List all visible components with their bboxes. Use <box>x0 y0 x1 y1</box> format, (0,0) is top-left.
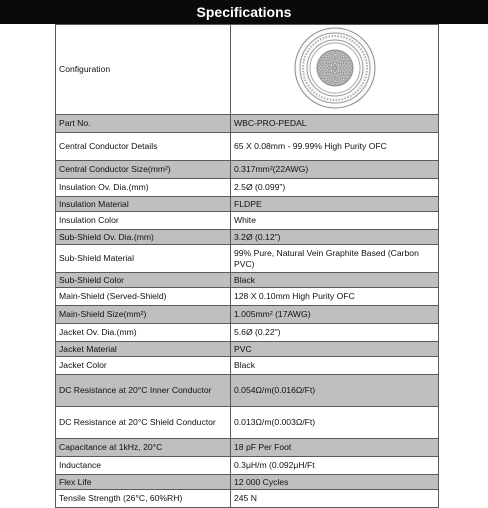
conductor-strand <box>322 60 325 63</box>
specifications-table <box>55 24 439 508</box>
conductor-strand <box>330 67 333 70</box>
conductor-strand <box>339 67 342 70</box>
conductor-strand <box>327 70 330 73</box>
configuration-label: Configuration <box>56 25 231 115</box>
conductor-strand <box>328 59 331 62</box>
spec-value: WBC-PRO-PEDAL <box>231 115 439 133</box>
conductor-strand <box>344 73 347 76</box>
conductor-strand <box>344 79 347 82</box>
conductor-strand <box>342 70 345 73</box>
conductor-strand <box>324 64 327 67</box>
conductor-strand <box>341 81 344 84</box>
conductor-strand <box>318 73 321 76</box>
conductor-strand <box>317 70 320 73</box>
spec-value: PVC <box>231 342 439 357</box>
spec-label: Jacket Material <box>56 342 231 357</box>
conductor-strand <box>339 70 342 73</box>
conductor-strand <box>338 59 341 62</box>
spec-value: 18 pF Per Foot <box>231 439 439 457</box>
conductor-strand <box>335 64 338 67</box>
conductor-strand <box>328 52 331 55</box>
conductor-strand <box>333 80 336 83</box>
spec-label: DC Resistance at 20°C Inner Conductor <box>56 375 231 407</box>
spec-row <box>56 342 439 357</box>
spec-value: 65 X 0.08mm - 99.99% High Purity OFC <box>231 133 439 161</box>
spec-label: Sub-Shield Material <box>56 245 231 273</box>
spec-label: Jacket Color <box>56 357 231 375</box>
spec-row <box>56 457 439 475</box>
conductor-strand <box>331 76 334 79</box>
spec-value: FLDPE <box>231 197 439 212</box>
spec-label: Main-Shield (Served-Shield) <box>56 288 231 306</box>
conductor-strand <box>336 61 339 64</box>
cable-diagram-cell <box>231 25 439 115</box>
spec-row <box>56 288 439 306</box>
conductor-strand <box>341 53 344 56</box>
spec-row <box>56 230 439 245</box>
page-title: Specifications <box>0 0 488 24</box>
conductor-strand <box>346 76 349 79</box>
conductor-strand <box>327 64 330 67</box>
spec-value: 0.317mm²(22AWG) <box>231 161 439 179</box>
spec-value: 0.3μH/m (0.092μH/Ft <box>231 457 439 475</box>
conductor-strand <box>330 54 333 57</box>
spec-value: 0.054Ω/m(0.016Ω/Ft) <box>231 375 439 407</box>
spec-row <box>56 212 439 230</box>
conductor-strand <box>320 76 323 79</box>
spec-row <box>56 197 439 212</box>
conductor-strand <box>321 70 324 73</box>
conductor-strand <box>322 73 325 76</box>
conductor-strand <box>333 60 336 63</box>
conductor-strand <box>333 67 336 70</box>
conductor-strand <box>335 51 338 54</box>
conductor-strand <box>330 72 333 75</box>
spec-value: 128 X 0.10mm High Purity OFC <box>231 288 439 306</box>
conductor-strand <box>321 64 324 67</box>
spec-row <box>56 439 439 457</box>
spec-row <box>56 115 439 133</box>
conductor-strand <box>338 82 341 85</box>
spec-label: Insulation Material <box>56 197 231 212</box>
conductor-strand <box>333 54 336 57</box>
spec-value: 12 000 Cycles <box>231 475 439 490</box>
conductor-strand <box>324 76 327 79</box>
conductor-strand <box>339 56 342 59</box>
conductor-strand <box>345 64 348 67</box>
conductor-strand <box>340 73 343 76</box>
conductor-strand <box>331 64 334 67</box>
conductor-strand <box>346 57 349 60</box>
conductor-strand <box>340 61 343 64</box>
conductor-strand <box>327 56 330 59</box>
spec-row <box>56 357 439 375</box>
conductor-strand <box>348 60 351 63</box>
spec-row <box>56 245 439 273</box>
spec-label: Tensile Strength (26°C, 60%RH) <box>56 490 231 508</box>
conductor-strand <box>328 82 331 85</box>
spec-label: Inductance <box>56 457 231 475</box>
spec-label: Sub-Shield Color <box>56 273 231 288</box>
spec-row <box>56 306 439 324</box>
conductor-strand <box>338 75 341 78</box>
conductor-strand <box>335 76 338 79</box>
spec-value: Black <box>231 357 439 375</box>
conductor-strand <box>339 78 342 81</box>
spec-value: 0.013Ω/m(0.003Ω/Ft) <box>231 407 439 439</box>
spec-label: Sub-Shield Ov. Dia.(mm) <box>56 230 231 245</box>
spec-label: Main-Shield Size(mm²) <box>56 306 231 324</box>
conductor-strand <box>339 64 342 67</box>
spec-value: 245 N <box>231 490 439 508</box>
spec-value: 5.6Ø (0.22") <box>231 324 439 342</box>
cable-cross-section-icon <box>283 25 387 111</box>
spec-value: Black <box>231 273 439 288</box>
conductor-strand <box>344 60 347 63</box>
spec-row <box>56 161 439 179</box>
spec-row <box>56 490 439 508</box>
conductor-strand <box>324 58 327 61</box>
conductor-strand <box>331 83 334 86</box>
spec-row <box>56 407 439 439</box>
conductor-strand <box>327 78 330 81</box>
conductor-strand <box>317 67 320 70</box>
conductor-strand <box>346 67 349 70</box>
conductor-strand <box>322 79 325 82</box>
conductor-strand <box>333 73 336 76</box>
conductor-strand <box>348 73 351 76</box>
conductor-strand <box>325 53 328 56</box>
conductor-strand <box>320 57 323 60</box>
spec-label: Jacket Ov. Dia.(mm) <box>56 324 231 342</box>
spec-value: 2.5Ø (0.099") <box>231 179 439 197</box>
conductor-strand <box>326 73 329 76</box>
conductor-strand <box>336 67 339 70</box>
conductor-strand <box>331 70 334 73</box>
conductor-strand <box>336 54 339 57</box>
conductor-strand <box>317 64 320 67</box>
spec-value: 99% Pure, Natural Vein Graphite Based (Carbon PVC) <box>231 245 439 273</box>
conductor-strand <box>336 72 339 75</box>
conductor-strand <box>342 64 345 67</box>
spec-row <box>56 133 439 161</box>
spec-label: Central Conductor Size(mm²) <box>56 161 231 179</box>
conductor-strand <box>349 64 352 67</box>
conductor-strand <box>335 57 338 60</box>
conductor-strand <box>344 55 347 58</box>
conductor-strand <box>322 55 325 58</box>
conductor-strand <box>330 79 333 82</box>
conductor-strand <box>331 57 334 60</box>
spec-label: Part No. <box>56 115 231 133</box>
conductor-strand <box>330 61 333 64</box>
conductor-strand <box>325 81 328 84</box>
spec-row <box>56 375 439 407</box>
spec-label: Capacitance at 1kHz, 20°C <box>56 439 231 457</box>
spec-label: Insulation Ov. Dia.(mm) <box>56 179 231 197</box>
conductor-strand <box>338 52 341 55</box>
conductor-strand <box>328 75 331 78</box>
conductor-strand <box>331 51 334 54</box>
conductor-strand <box>327 67 330 70</box>
conductor-strand <box>318 60 321 63</box>
conductor-strand <box>326 61 329 64</box>
conductor-strand <box>324 70 327 73</box>
conductor-strand <box>336 79 339 82</box>
configuration-row <box>56 25 439 115</box>
conductor-strand <box>343 67 346 70</box>
conductor-strand <box>345 70 348 73</box>
spec-row <box>56 179 439 197</box>
conductor-strand <box>320 67 323 70</box>
conductor-strand <box>349 67 352 70</box>
conductor-strand <box>323 67 326 70</box>
spec-label: Central Conductor Details <box>56 133 231 161</box>
conductor-strand <box>335 70 338 73</box>
conductor-strand <box>342 58 345 61</box>
spec-row <box>56 324 439 342</box>
spec-row <box>56 273 439 288</box>
spec-value: 3.2Ø (0.12") <box>231 230 439 245</box>
conductor-strand <box>349 70 352 73</box>
spec-value: White <box>231 212 439 230</box>
spec-value: 1.005mm² (17AWG) <box>231 306 439 324</box>
spec-label: Flex Life <box>56 475 231 490</box>
conductor-strand <box>335 83 338 86</box>
spec-row <box>56 475 439 490</box>
conductor-strand <box>342 76 345 79</box>
spec-label: Insulation Color <box>56 212 231 230</box>
spec-label: DC Resistance at 20°C Shield Conductor <box>56 407 231 439</box>
